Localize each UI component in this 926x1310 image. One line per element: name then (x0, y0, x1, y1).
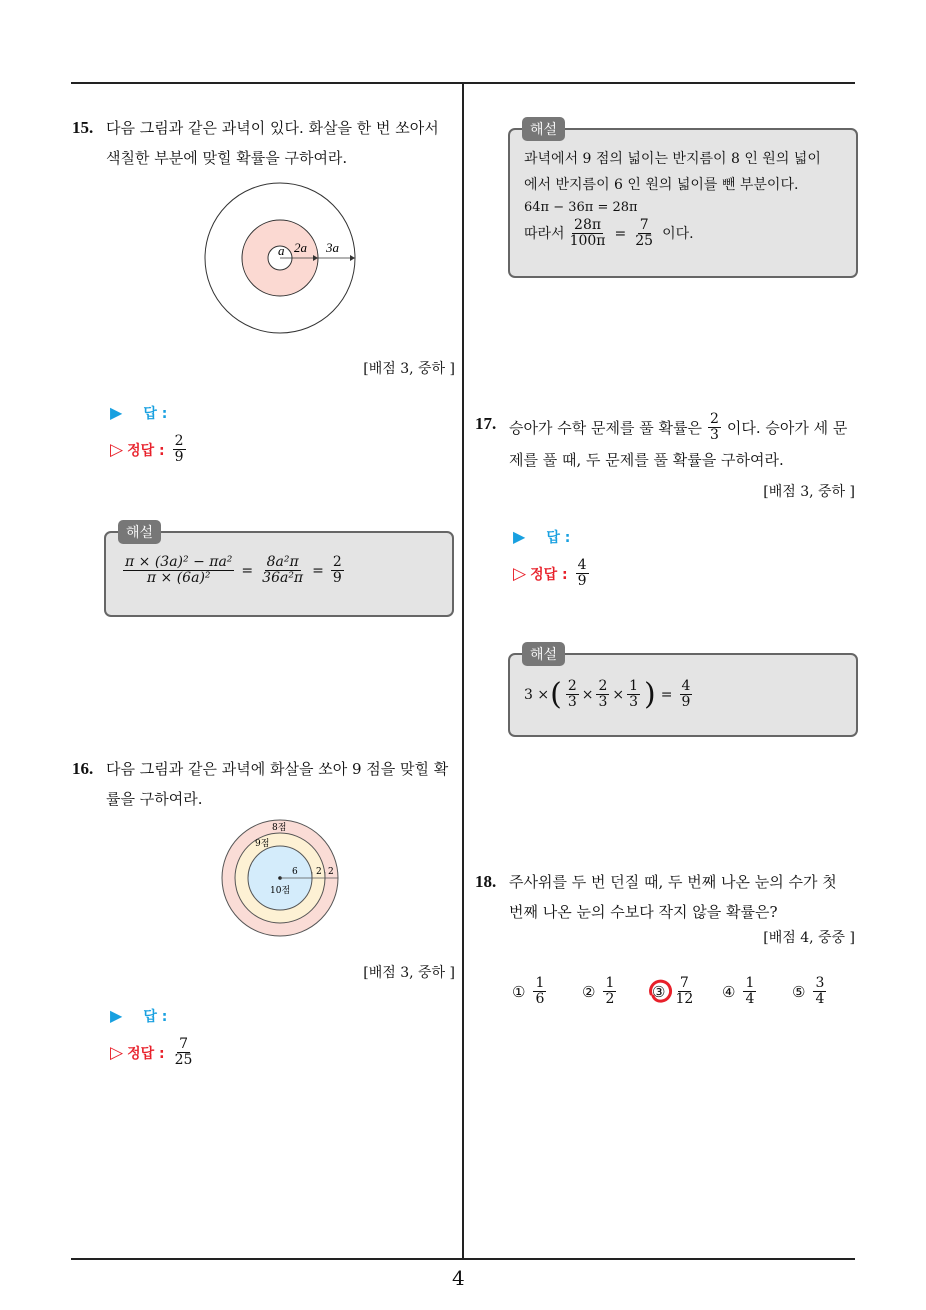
correct-label: 정답 : (127, 442, 165, 459)
question-text-line: 주사위를 두 번 던질 때, 두 번째 나온 눈의 수가 첫 (509, 873, 837, 891)
correct-label: 정답 : (530, 566, 568, 583)
label-9: 9점 (255, 839, 270, 849)
answer-label: 답 : (546, 530, 571, 546)
fraction: $\frac{4}{9}$ (681, 678, 691, 710)
fraction: $\frac{2}{3}$ (598, 678, 608, 710)
label-8: 8점 (272, 823, 287, 833)
score-q18: [배점 4, 중중 ] (763, 930, 855, 946)
label-3a: 3a (326, 240, 339, 255)
correct-label: 정답 : (127, 1045, 165, 1062)
explanation-tag: 해설 (522, 117, 565, 141)
explanation-box-q16: 해설 과녁에서 9 점의 넓이는 반지름이 8 인 원의 넓이 에서 반지름이 6 인 원의 넓이를 뺀 부분이다. 64π − 36π = 28π 따라서 $\frac{28\pi}{100\pi}$ = $\frac{7}{25}$ 이다. (508, 128, 858, 278)
fraction: $\frac{2}{9}$ (332, 554, 342, 586)
choice-2[interactable]: ② $\frac{1}{2}$ (582, 975, 615, 1007)
answer-row-q15 (110, 403, 167, 423)
label-10: 10점 (270, 886, 291, 896)
question-text-line: 률을 구하여라. (106, 790, 203, 808)
explanation-box-q15: 해설 $\frac{\text{π × (3a)² − πa²}}{\text{π × (6a)²}}$ = $\frac{\text{8a²π}}{\text{36a²π}}$ = $\frac{2}{9}$ (104, 531, 454, 617)
fraction: $\frac{1}{3}$ (629, 678, 639, 710)
fraction: $\frac{28\pi}{100\pi}$ (569, 217, 606, 249)
column-divider (462, 82, 464, 1260)
correct-row-q15 (110, 434, 189, 465)
choice-5[interactable]: ⑤ $\frac{3}{4}$ (792, 975, 825, 1007)
fraction: $\frac{2}{3}$ (709, 411, 719, 443)
correct-row-q16 (110, 1037, 197, 1068)
question-number: 16. (72, 759, 94, 778)
explanation-line: 64π − 36π = 28π (524, 200, 638, 215)
label-a: a (278, 243, 285, 258)
question-text-line: 다음 그림과 같은 과녁이 있다. 화살을 한 번 쏘아서 (106, 119, 439, 137)
play-icon: ▶ (110, 1006, 123, 1025)
target-figure-q16 (220, 818, 344, 942)
score-q17: [배점 3, 중하 ] (763, 484, 855, 500)
score-q16: [배점 3, 중하 ] (363, 965, 455, 981)
question-text-line: 번째 나온 눈의 수보다 작지 않을 확률은? (509, 903, 778, 921)
question-number: 17. (475, 414, 497, 433)
correct-answer: $\frac{7}{25}$ (174, 1036, 193, 1068)
label-r2b: 2 (328, 867, 334, 877)
label-2a: 2a (294, 240, 307, 255)
explanation-line: 에서 반지름이 6 인 원의 넓이를 뺀 부분이다. (524, 177, 799, 193)
explanation-tag: 해설 (522, 642, 565, 666)
choices-q18 (512, 976, 852, 1007)
question-17: 17. 승아가 수학 문제를 풀 확률은 $\frac{2}{3}$ 이다. 승아가 세 문 제를 풀 때, 두 문제를 풀 확률을 구하여라. (475, 412, 860, 477)
question-18 (475, 867, 860, 927)
label-r6: 6 (292, 867, 298, 877)
choice-1[interactable]: ① $\frac{1}{6}$ (512, 975, 545, 1007)
fraction: $\frac{7}{25}$ (635, 217, 654, 249)
question-number: 18. (475, 872, 497, 891)
bottom-rule (71, 1258, 855, 1260)
score-q15: [배점 3, 중하 ] (363, 361, 455, 377)
question-text-line: 색칠한 부분에 맞힐 확률을 구하여라. (106, 149, 348, 167)
triangle-outline-icon: ▷ (110, 1042, 124, 1063)
choice-3-selected[interactable]: ③ $\frac{7}{12}$ (652, 976, 722, 1007)
play-icon: ▶ (513, 527, 526, 546)
choice-4[interactable]: ④ $\frac{1}{4}$ (722, 975, 755, 1007)
fraction: $\frac{2}{3}$ (567, 678, 577, 710)
play-icon: ▶ (110, 403, 123, 422)
answer-label: 답 : (143, 1009, 168, 1025)
correct-answer: $\frac{4}{9}$ (577, 557, 587, 589)
explanation-box-q17: 해설 3 × ( $\frac{2}{3}$ × $\frac{2}{3}$ × $\frac{1}{3}$ ) = $\frac{4}{9}$ (508, 653, 858, 737)
question-number: 15. (72, 118, 94, 137)
page-number: 4 (452, 1266, 465, 1290)
explanation-tag: 해설 (118, 520, 161, 544)
question-16 (72, 754, 457, 814)
answer-label: 답 : (143, 406, 168, 422)
fraction: $\frac{\text{8a²π}}{\text{36a²π}}$ (262, 554, 304, 586)
question-text-line: 다음 그림과 같은 과녁에 화살을 쏘아 9 점을 맞힐 확 (106, 760, 449, 778)
triangle-outline-icon: ▷ (513, 563, 527, 584)
correct-row-q17 (513, 558, 592, 589)
answer-row-q17 (513, 527, 570, 547)
label-r2a: 2 (316, 867, 322, 877)
question-text-line: 제를 풀 때, 두 문제를 풀 확률을 구하여라. (509, 451, 784, 469)
answer-row-q16 (110, 1006, 167, 1026)
explanation-line: 과녁에서 9 점의 넓이는 반지름이 8 인 원의 넓이 (524, 151, 821, 167)
question-15 (72, 113, 457, 173)
triangle-outline-icon: ▷ (110, 439, 124, 460)
correct-answer: $\frac{2}{9}$ (174, 433, 184, 465)
target-figure-q15 (200, 182, 370, 338)
fraction: $\frac{\text{π × (3a)² − πa²}}{\text{π × (6a)²}}$ (125, 554, 233, 586)
